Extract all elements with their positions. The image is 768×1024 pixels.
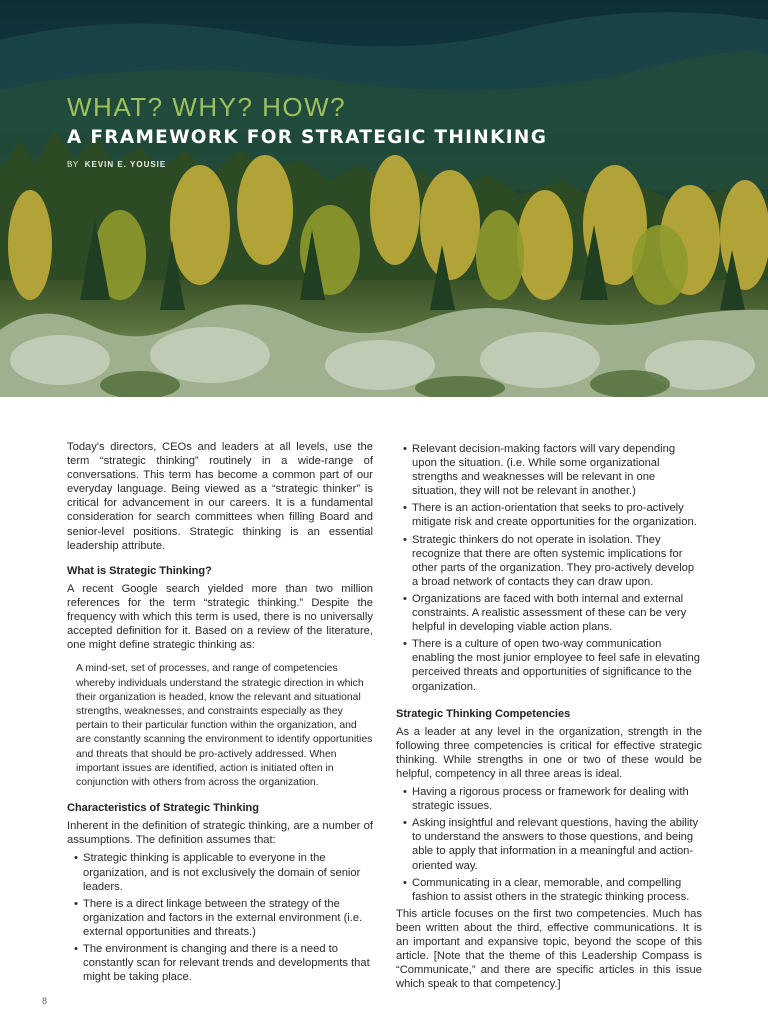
closing-paragraph: This article focuses on the first two competencies. Much has been written about the third, effective communications. It is an important and expansive topic, beyond the scope of this article. [Note that the theme of this Leadership Compass is “Communicate,” and there are specific articles in this issue which speak to that competency.] xyxy=(396,907,702,991)
title-block xyxy=(67,92,547,169)
intro-paragraph: Today's directors, CEOs and leaders at all levels, use the term “strategic thinking” routinely in a wide-range of conversations. This term has become a common part of our everyday language. Being viewed as a “strategic thinker” is critical for advancement in our careers. It is a fundamental consideration for search committees when filling Board and senior-level positions. Strategic thinking is an essential leadership attribute. xyxy=(67,441,373,552)
list-item: • There is a direct linkage between the strategy of the organization and factors in the external environment (i.e. external opportunities and threats.) xyxy=(67,897,373,939)
forest-illustration xyxy=(0,0,768,397)
list-item: • There is a culture of open two-way communication enabling the most junior employee to feel safe in elevating perceived threats and opportunities of significance to the organization. xyxy=(396,637,702,693)
list-item: • Relevant decision-making factors will vary depending upon the situation. (i.e. While some organizational strengths and weaknesses will be relevant in one situation, they will not be relevant in another.) xyxy=(396,442,702,498)
byline-label: BY xyxy=(67,160,79,169)
article-kicker: WHAT? WHY? HOW? xyxy=(67,92,347,122)
hero-forest-image xyxy=(0,0,768,397)
list-item: • Organizations are faced with both internal and external constraints. A realistic assessment of these can be very helpful in developing viable action plans. xyxy=(396,592,702,634)
list-item: • Strategic thinking is applicable to everyone in the organization, and is not exclusively the domain of senior leaders. xyxy=(67,851,373,893)
section-heading-characteristics: Characteristics of Strategic Thinking xyxy=(67,802,259,815)
article-title: A FRAMEWORK FOR STRATEGIC THINKING xyxy=(67,127,548,148)
competencies-list xyxy=(396,785,702,904)
list-item: • Strategic thinkers do not operate in isolation. They recognize that there are often systemic implications for other parts of the organization. They pro-actively develop a broad network of contacts they can draw upon. xyxy=(396,533,702,589)
list-item: • Asking insightful and relevant questions, having the ability to understand the answers to those questions, and being able to apply that information in a meaningful and action-oriented way. xyxy=(396,816,702,872)
page-number: 8 xyxy=(42,996,48,1006)
author-name: KEVIN E. YOUSIE xyxy=(84,160,167,169)
section-what-paragraph: A recent Google search yielded more than two million references for the term “strategic thinking.” Despite the frequency with which this term is used, there is no universally accepted definition for it. Based on a review of the literature, one might define strategic thinking as: xyxy=(67,582,373,652)
section-heading-competencies: Strategic Thinking Competencies xyxy=(396,707,571,720)
section-characteristics-paragraph: Inherent in the definition of strategic thinking, are a number of assumptions. The definition assumes that: xyxy=(67,820,373,847)
list-item: • The environment is changing and there is a need to constantly scan for relevant trends and developments that might be taking place. xyxy=(67,942,373,984)
right-column xyxy=(396,442,702,991)
characteristics-list-continued xyxy=(396,442,702,694)
section-competencies-paragraph: As a leader at any level in the organization, strength in the following three competencies is critical for effective strategic thinking. While strengths in one or two of these would be helpful, competency in all three areas is ideal. xyxy=(396,725,702,780)
characteristics-list xyxy=(67,851,373,984)
list-item: • Communicating in a clear, memorable, and compelling fashion to assist others in the strategic thinking process. xyxy=(396,876,702,904)
left-column xyxy=(67,440,373,987)
list-item: • There is an action-orientation that seeks to pro-actively mitigate risk and create opportunities for the organization. xyxy=(396,501,702,529)
list-item: • Having a rigorous process or framework for dealing with strategic issues. xyxy=(396,785,702,813)
section-heading-what: What is Strategic Thinking? xyxy=(67,564,212,577)
byline xyxy=(67,160,547,169)
definition-quote: A mind-set, set of processes, and range of competencies whereby individuals understand the strategic direction in which their organization is headed, know the relevant and situational strengths, weaknesses, and constraints especially as they pertain to their particular function within the organization, and are constantly scanning the environment to identify opportunities and threats that should be pro-actively addressed. When important issues are identified, action is initiated often in conjunction with others from across the organization. xyxy=(76,663,373,788)
